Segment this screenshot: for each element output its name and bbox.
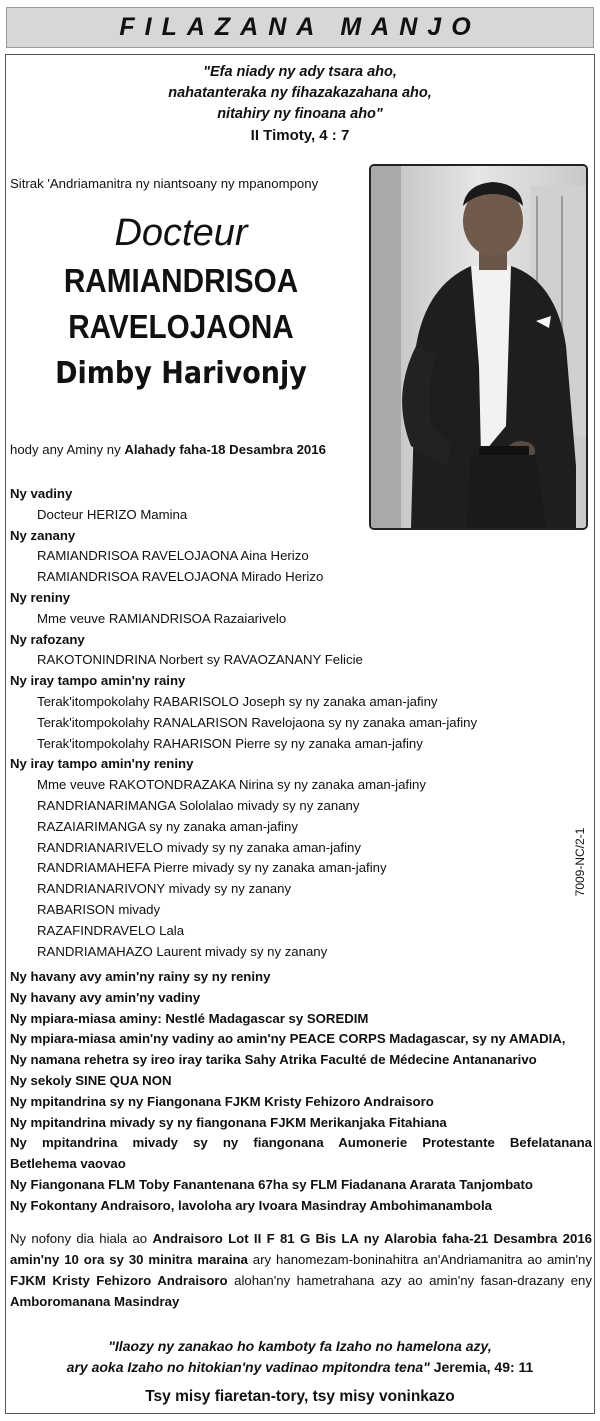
epigraph-line: nahatanteraka ny fihazakazahana aho, <box>168 85 432 101</box>
death-announcement <box>10 442 326 457</box>
family-heading: Ny vadiny <box>10 486 73 501</box>
family-member: Mme veuve RAMIANDRISOA Razaiarivelo <box>37 610 287 626</box>
family-member: RAKOTONINDRINA Norbert sy RAVAOZANANY Felicie <box>37 652 363 668</box>
funeral-text: ary hanomezam-boninahitra an'Andriamanitra ao amin'ny <box>247 1252 592 1267</box>
reference-code: 7009-NC/2-1 <box>573 827 587 897</box>
epigraph-line: "Efa niady ny ady tsara aho, <box>203 64 397 80</box>
mourner-line: Ny Fiangonana FLM Toby Fanantenana 67ha sy FLM Fiadanana Ararata Tanjombato <box>10 1176 533 1192</box>
family-heading: Ny iray tampo amin'ny reniny <box>10 756 194 772</box>
mourner-line: Ny sekoly SINE QUA NON <box>10 1072 172 1088</box>
family-member: Terak'itompokolahy RANALARISON Ravelojaona sy ny zanaka aman-jafiny <box>37 714 478 730</box>
family-member: RANDRIANARIVONY mivady sy ny zanany <box>37 881 292 897</box>
mourner-line: Ny mpiara-miasa aminy: Nestlé Madagascar sy SOREDIM <box>10 1010 369 1026</box>
family-heading: Ny iray tampo amin'ny rainy <box>10 673 186 689</box>
deceased-title: Docteur <box>114 212 248 254</box>
family-member: RAMIANDRISOA RAVELOJAONA Mirado Herizo <box>37 569 324 585</box>
family-member: RANDRIAMAHAZO Laurent mivady sy ny zanany <box>37 943 328 959</box>
closing-quote-line <box>0 1357 600 1378</box>
deceased-name-3: Dimby Harivonjy <box>55 356 307 391</box>
family-heading: Ny reniny <box>10 589 71 605</box>
notice-title: FILAZANA MANJO <box>119 13 481 41</box>
family-list <box>10 484 570 962</box>
deceased-name-2: RAVELOJAONA <box>68 308 294 345</box>
funeral-text: Ny nofony dia hiala ao <box>10 1231 153 1246</box>
deceased-name-block <box>0 208 362 398</box>
deceased-name-1: RAMIANDRISOA <box>63 262 299 299</box>
funeral-details <box>10 1228 592 1312</box>
closing-quote-text: ary aoka Izaho no hitokian'ny vadinao mpitondra tena" <box>66 1359 430 1375</box>
funeral-text: alohan'ny hametrahana azy ao amin'ny fasan-drazany eny <box>227 1273 592 1288</box>
mourner-line: Ny namana rehetra sy ireo iray tarika Sahy Atrika Faculté de Médecine Antananarivo <box>10 1052 537 1068</box>
family-member: Terak'itompokolahy RABARISOLO Joseph sy ny zanaka aman-jafiny <box>37 693 438 709</box>
family-member: RAZAIARIMANGA sy ny zanaka aman-jafiny <box>37 818 298 834</box>
family-member: RAZAFINDRAVELO Lala <box>37 922 185 938</box>
notice-header <box>6 7 594 48</box>
mourner-line: Ny havany avy amin'ny rainy sy ny reniny <box>10 969 271 984</box>
mourner-line: Betlehema vaovao <box>10 1156 126 1172</box>
epigraph-reference: II Timoty, 4 : 7 <box>250 127 350 144</box>
death-prefix: hody any Aminy ny <box>10 442 125 457</box>
mourner-line: Ny mpitandrina sy ny Fiangonana FJKM Kristy Fehizoro Andraisoro <box>10 1093 434 1109</box>
closing-quote-line: "Ilaozy ny zanakao ho kamboty fa Izaho no hamelona azy, <box>108 1338 492 1354</box>
family-member: Terak'itompokolahy RAHARISON Pierre sy ny zanaka aman-jafiny <box>37 735 423 751</box>
mourner-line: Ny mpitandrina mivady sy ny fiangonana FJKM Merikanjaka Fitahiana <box>10 1114 447 1130</box>
mourner-line: Ny Fokontany Andraisoro, lavoloha ary Ivoara Masindray Ambohimanambola <box>10 1197 492 1213</box>
funeral-location-time: Andraisoro Lot II F 81 G Bis LA ny Alarobia faha-21 Desambra 2016 amin'ny 10 ora sy 30 minitra maraina <box>10 1231 592 1267</box>
family-member: RANDRIAMAHEFA Pierre mivady sy ny zanaka aman-jafiny <box>37 860 387 876</box>
closing-reference: Jeremia, 49: 11 <box>429 1359 534 1375</box>
family-member: RANDRIANARIVELO mivady sy ny zanaka aman-jafiny <box>37 839 361 855</box>
closing-block <box>0 1336 600 1406</box>
death-date: Alahady faha-18 Desambra 2016 <box>124 442 326 457</box>
family-member: Mme veuve RAKOTONDRAZAKA Nirina sy ny zanaka aman-jafiny <box>37 777 426 793</box>
epigraph <box>0 62 600 146</box>
funeral-burial-place: Amboromanana Masindray <box>10 1294 180 1309</box>
family-heading: Ny zanany <box>10 527 76 543</box>
family-member: Docteur HERIZO Mamina <box>37 506 188 522</box>
family-heading: Ny rafozany <box>10 631 85 647</box>
mourner-line: Ny havany avy amin'ny vadiny <box>10 989 201 1005</box>
intro-text: Sitrak 'Andriamanitra ny niantsoany ny mpanompony <box>10 176 319 191</box>
family-member: RABARISON mivady <box>37 901 161 917</box>
mourner-line: Ny mpitandrina mivady sy ny fiangonana Aumonerie Protestante Befelatanana <box>10 1135 592 1151</box>
mourner-line: Ny mpiara-miasa amin'ny vadiny ao amin'ny PEACE CORPS Madagascar, sy ny AMADIA, <box>10 1031 566 1047</box>
family-member: RAMIANDRISOA RAVELOJAONA Aina Herizo <box>37 548 309 564</box>
funeral-church: FJKM Kristy Fehizoro Andraisoro <box>10 1273 228 1288</box>
closing-note: Tsy misy fiaretan-tory, tsy misy voninkazo <box>145 1388 455 1405</box>
other-mourners <box>10 967 592 1217</box>
family-member: RANDRIANARIMANGA Sololalao mivady sy ny zanany <box>37 797 360 813</box>
epigraph-line: nitahiry ny finoana aho" <box>217 106 383 122</box>
portrait-photo <box>369 164 588 530</box>
